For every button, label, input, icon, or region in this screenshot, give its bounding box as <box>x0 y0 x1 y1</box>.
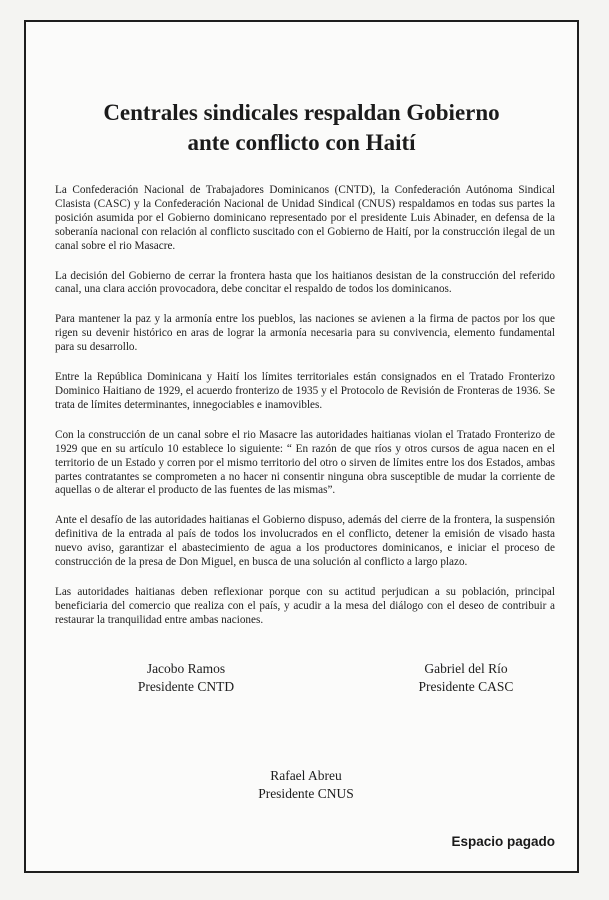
paragraph-article-10: Con la construcción de un canal sobre el rio Masacre las autoridades haitianas violan el Tratado Fronterizo de 1929 que en su artículo 10 establece lo siguiente: “ En razón de que ríos y otros cursos de agua nacen en el territorio de un Estado y corren por el mismo territorio del otro o sirven de límites entre los dos Estados, ambas partes contratantes se comprometen a no hacer ni consentir ninguna obra susceptible de mudar la corriente de aquellas o de alterar el producto de las fuentes de las mismas”. <box>55 428 555 497</box>
advertisement-frame <box>24 20 579 873</box>
signatory-role: Presidente CNTD <box>137 679 235 694</box>
signatory-role: Presidente CNUS <box>258 786 354 801</box>
paragraph-government-measures: Ante el desafío de las autoridades haitianas el Gobierno dispuso, además del cierre de la frontera, la suspensión definitiva de la entrada al país de todos los involucrados en el conflicto, detener la emisión de visado hasta nuevo aviso, garantizar el abastecimiento de agua a los productores dominicanos, e iniciar el proceso de construcción de la presa de Don Miguel, en busca de una solución al conflicto a largo plazo. <box>55 514 555 569</box>
paragraph-border-closure: La decisión del Gobierno de cerrar la frontera hasta que los haitianos desistan de la construcción del referido canal, una clara acción provocadora, debe concitar el respaldo de todos los dominicanos. <box>55 269 555 296</box>
headline-line-1: Centrales sindicales respaldan Gobierno <box>103 100 500 125</box>
paragraph-dialogue-call: Las autoridades haitianas deben reflexionar porque con su actitud perjudican a su población, principal beneficiaria del comercio que realiza con el país, y acudir a la mesa del diálogo con el deseo de contribuir a restaurar la tranquilidad entre ambas naciones. <box>55 585 555 626</box>
paragraph-peace-pacts: Para mantener la paz y la armonía entre los pueblos, las naciones se avienen a la firma de pactos por los que rigen su devenir histórico en aras de lograr la armonía necesaria para su convivencia, elemento fundamental para su desarrollo. <box>55 313 555 354</box>
signatory-name: Jacobo Ramos <box>146 661 226 676</box>
signatory-role: Presidente CASC <box>418 679 514 694</box>
signature-cnus <box>206 767 406 803</box>
headline-line-2: ante conflicto con Haití <box>187 130 416 155</box>
paid-space-label: Espacio pagado <box>451 834 555 849</box>
paragraph-intro: La Confederación Nacional de Trabajadores Dominicanos (CNTD), la Confederación Autónoma Sindical Clasista (CASC) y la Confederación Nacional de Unidad Sindical (CNUS) respaldamos en todas sus partes la posición asumida por el Gobierno dominicano representado por el presidente Luis Abinader, en defensa de la soberanía nacional con relación al conflicto suscitado con el Gobierno de Haití, por la construcción ilegal de un canal sobre el rio Masacre. <box>55 184 555 252</box>
signatory-name: Rafael Abreu <box>270 768 342 783</box>
signatory-name: Gabriel del Río <box>424 661 508 676</box>
headline <box>56 98 547 158</box>
signature-casc <box>366 660 566 696</box>
paragraph-treaty-limits: Entre la República Dominicana y Haití los límites territoriales están consignados en el Tratado Fronterizo Dominico Haitiano de 1929, el acuerdo fronterizo de 1935 y el Protocolo de Revisión de Fronteras de 1936. Se trata de límites determinantes, innegociables e inamovibles. <box>55 371 555 411</box>
statement-body <box>55 184 555 644</box>
signature-cntd <box>86 660 286 696</box>
